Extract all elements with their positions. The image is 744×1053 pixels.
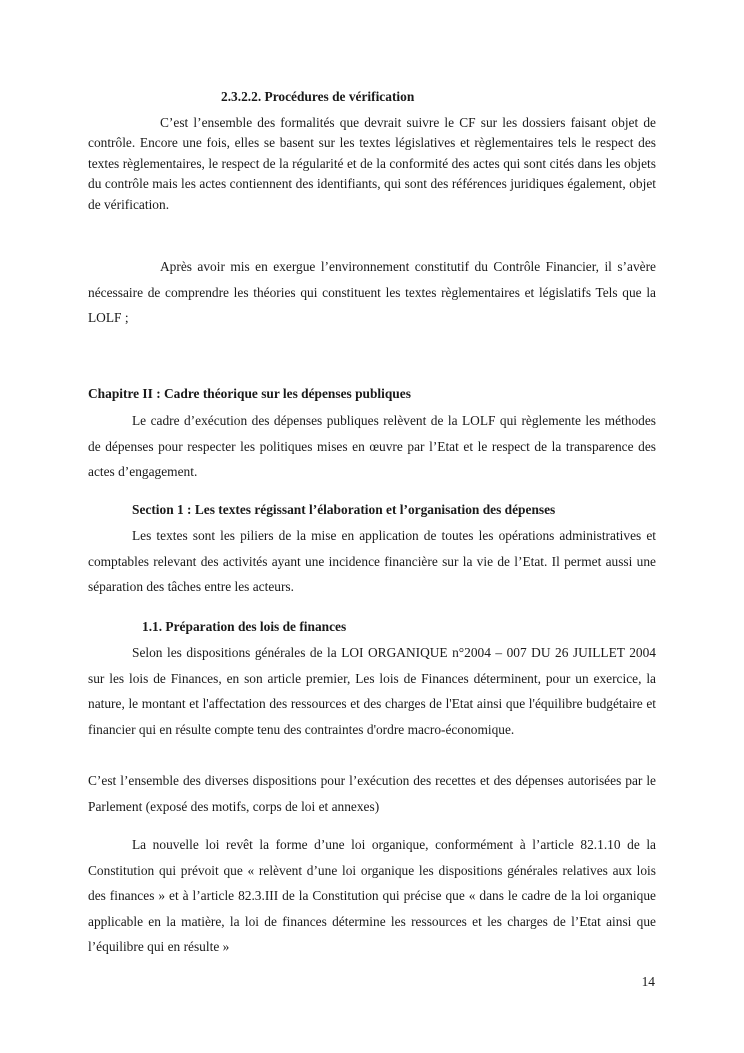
paragraph-section1: Les textes sont les piliers de la mise en application de toutes les opérations administratives et comptables relevant des activités ayant une incidence financière sur la vie de l’Etat. Il permet aussi une séparation des tâches entre les acteurs.: [88, 528, 656, 595]
paragraph-loi-organique: La nouvelle loi revêt la forme d’une loi organique, conformément à l’article 82.1.10 de la Constitution qui prévoit que « relèvent d’une loi organique les dispositions générales relatives aux lois des finances » et à l’article 82.3.III de la Constitution qui précise que « dans le cadre de la loi organique applicable en la matière, la loi de finances détermine les ressources et les charges de l’Etat ainsi que l’équilibre qui en résulte »: [88, 837, 656, 955]
subsection-heading-1-1: 1.1. Préparation des lois de finances: [142, 619, 347, 634]
section-heading-verification: 2.3.2.2. Procédures de vérification: [221, 89, 415, 104]
paragraph-transition: Après avoir mis en exergue l’environnement constitutif du Contrôle Financier, il s’avère nécessaire de comprendre les théories qui constituent les textes règlementaires et législatifs Tels que la LOLF ;: [88, 259, 656, 326]
page-number: 14: [641, 974, 655, 989]
paragraph-dispositions: C’est l’ensemble des diverses dispositions pour l’exécution des recettes et des dépenses autorisées par le Parlement (exposé des motifs, corps de loi et annexes): [88, 773, 656, 814]
paragraph-lois-finances: Selon les dispositions générales de la LOI ORGANIQUE n°2004 – 007 DU 26 JUILLET 2004 sur les lois de Finances, en son article premier, Les lois de Finances déterminent, pour un exercice, la nature, le montant et l'affectation des ressources et des charges de l'Etat ainsi que l'équilibre budgétaire et financier qui en résulte compte tenu des contraintes d'ordre macro-économique.: [88, 645, 656, 737]
section1-heading: Section 1 : Les textes régissant l’élaboration et l’organisation des dépenses: [132, 502, 556, 517]
chapter-heading: Chapitre II : Cadre théorique sur les dépenses publiques: [88, 386, 411, 401]
paragraph-verification: C’est l’ensemble des formalités que devrait suivre le CF sur les dossiers faisant objet de contrôle. Encore une fois, elles se basent sur les textes législatives et règlementaires tels le respect des textes règlementaires, le respect de la régularité et de la conformité des actes qui sont cités dans les objets du contrôle mais les actes contiennent des identifiants, qui sont des références juridiques également, objet de vérification.: [88, 115, 656, 212]
paragraph-chapter: Le cadre d’exécution des dépenses publiques relèvent de la LOLF qui règlemente les méthodes de dépenses pour respecter les politiques mises en œuvre par l’Etat et le respect de la transparence des actes d’engagement.: [88, 413, 656, 480]
